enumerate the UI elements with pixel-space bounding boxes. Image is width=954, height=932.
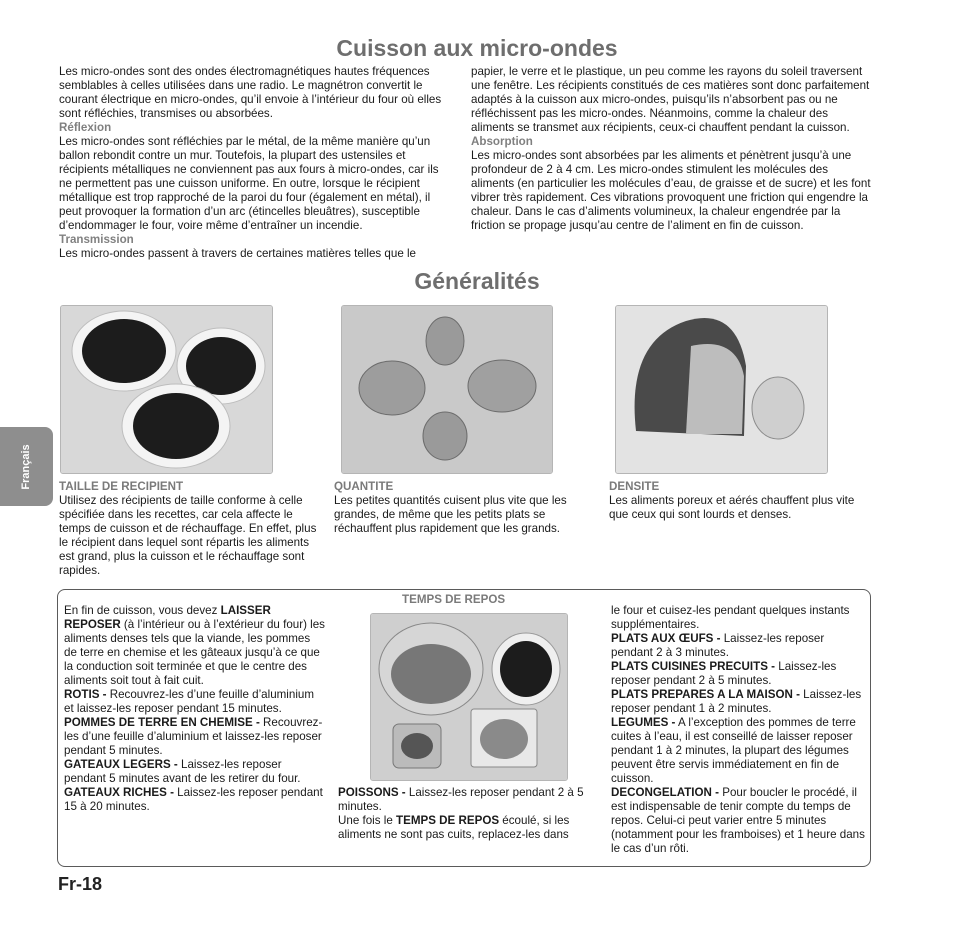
oeufs-text: Laissez-les reposer pendant 2 à 3 minutes. (611, 632, 825, 659)
language-tab-label: Français (20, 444, 32, 490)
quantite-text: Les petites quantités cuisent plus vite que les grandes, de même que les petits plats se réchauffent plus rapidement que les grands. (334, 494, 567, 535)
quantite-heading: QUANTITE (334, 480, 394, 493)
densite-heading: DENSITE (609, 480, 660, 493)
repos-col2 (338, 786, 598, 842)
intro-paragraph: Les micro-ondes sont des ondes électromagnétiques hautes fréquences semblables à celles utilisées dans une radio. Le magnétron convertit le courant électrique en micro-ondes, qu’il envoie à l’intérieur du four où elles sont réfléchies, transmises ou absorbées. (59, 65, 442, 120)
repos-intro: En fin de cuisson, vous devez (64, 604, 221, 617)
absorption-heading: Absorption (471, 135, 533, 148)
pommes-label: POMMES DE TERRE EN CHEMISE - (64, 716, 260, 729)
page-title: Cuisson aux micro-ondes (336, 35, 618, 61)
decongelation-text: Pour boucler le procédé, il est indispensable de tenir compte du temps de repos. Celui-ci peut varier entre 5 minutes (notamment pour les framboises) et 1 heure dans le cas d’un rôti. (611, 786, 865, 855)
maison-label: PLATS PREPARES A LA MAISON - (611, 688, 800, 701)
precuits-text: Laissez-les reposer pendant 2 à 5 minutes. (611, 660, 837, 687)
language-tab (0, 427, 53, 506)
une-fois-bold: TEMPS DE REPOS (396, 814, 500, 827)
densite-block (609, 480, 864, 522)
une-fois-text: Une fois le (338, 814, 396, 827)
une-fois-rest: écoulé, si les aliments ne sont pas cuits, replacez-les dans (338, 814, 570, 841)
gateaux-legers-label: GATEAUX LEGERS - (64, 758, 178, 771)
repos-col3 (611, 604, 868, 856)
repos-col3-cont: le four et cuisez-les pendant quelques instants supplémentaires. (611, 604, 850, 631)
taille-heading: TAILLE DE RECIPIENT (59, 480, 184, 493)
pommes-text: Recouvrez-les d’une feuille d’aluminium et laissez-les reposer pendant 5 minutes. (64, 716, 323, 757)
taille-text: Utilisez des récipients de taille conforme à celle spécifiée dans les recettes, car cela affecte le temps de cuisson et de réchauffage. En effet, plus le récipient dans lequel sont répartis les aliments est grand, plus la cuisson et le réchauffage sont rapides. (59, 494, 317, 577)
bowls-photo (60, 305, 273, 474)
legumes-text: A l’exception des pommes de terre cuites à l’eau, il est conseillé de laisser reposer pendant 1 à 2 minutes, la plupart des légumes peuvent être servis immédiatement en fin de cuisson. (611, 716, 856, 785)
repos-intro-bold: LAISSER REPOSER (64, 604, 271, 631)
transmission-text: Les micro-ondes passent à travers de certaines matières telles que le (59, 247, 417, 260)
repos-intro-rest: (à l’intérieur ou à l’extérieur du four) les aliments denses tels que la viande, les pommes de terre en chemise et les gâteaux jusqu’à ce que la conduction soit terminée et que le centre des aliments soit tout à fait cuit. (64, 618, 325, 687)
rotis-text: Recouvrez-les d’une feuille d’aluminium et laissez-les reposer pendant 15 minutes. (64, 688, 315, 715)
resting-dishes-photo (370, 613, 568, 781)
rotis-label: ROTIS - (64, 688, 107, 701)
transmission-text-cont: papier, le verre et le plastique, un peu comme les rayons du soleil traversent une fenêtre. Les récipients constitués de ces matières sont donc parfaitement adaptés à la cuisson aux micro-ondes, puisqu’ils n’absorbent pas ou ne réfléchissent pas les micro-ondes. Néanmoins, comme la chaleur des aliments se transmet aux récipients, ceux-ci chauffent pendant la cuisson. (471, 65, 870, 134)
precuits-label: PLATS CUISINES PRECUITS - (611, 660, 776, 673)
gateaux-legers-text: Laissez-les reposer pendant 5 minutes avant de les retirer du four. (64, 758, 301, 785)
right-column-text (471, 65, 871, 233)
poissons-label: POISSONS - (338, 786, 406, 799)
legumes-label: LEGUMES - (611, 716, 676, 729)
potatoes-photo (341, 305, 553, 474)
page-number: Fr-18 (58, 874, 103, 894)
transmission-heading: Transmission (59, 233, 134, 246)
section-title-generalites: Généralités (414, 268, 540, 294)
quantite-block (334, 480, 592, 536)
bread-photo (615, 305, 828, 474)
densite-text: Les aliments poreux et aérés chauffent plus vite que ceux qui sont lourds et denses. (609, 494, 855, 521)
repos-heading: TEMPS DE REPOS (402, 593, 506, 606)
oeufs-label: PLATS AUX ŒUFS - (611, 632, 721, 645)
taille-block (59, 480, 321, 578)
gateaux-riches-label: GATEAUX RICHES - (64, 786, 174, 799)
repos-col1 (64, 604, 326, 814)
gateaux-riches-text: Laissez-les reposer pendant 15 à 20 minutes. (64, 786, 323, 813)
reflexion-heading: Réflexion (59, 121, 112, 134)
intro-text (59, 65, 454, 261)
reflexion-text: Les micro-ondes sont réfléchies par le métal, de la même manière qu’un ballon rebondit contre un mur. Toutefois, la plupart des ustensiles et récipients métalliques ne conviennent pas aux fours à micro-ondes, car ils ne permettent pas une cuisson uniforme. En outre, lorsque le récipient métallique est trop rapproché de la paroi du four (également en métal), il peut provoquer la formation d’un arc (étincelles bleuâtres), susceptible d’endommager le four, voire même d’entraîner un incendie. (59, 135, 439, 232)
absorption-text: Les micro-ondes sont absorbées par les aliments et pénètrent jusqu’à une profondeur de 2 à 4 cm. Les micro-ondes stimulent les molécules des aliments (en particulier les molécules d’eau, de graisse et de sucre) et les font vibrer très rapidement. Ces vibrations provoquent une friction qui engendre la chaleur. Dans le cas d’aliments volumineux, la chaleur engendrée par la friction se propage jusqu’au centre de l’aliment en fin de cuisson. (471, 149, 871, 232)
decongelation-label: DECONGELATION - (611, 786, 719, 799)
maison-text: Laissez-les reposer pendant 1 à 2 minutes. (611, 688, 862, 715)
poissons-text: Laissez-les reposer pendant 2 à 5 minutes. (338, 786, 584, 813)
